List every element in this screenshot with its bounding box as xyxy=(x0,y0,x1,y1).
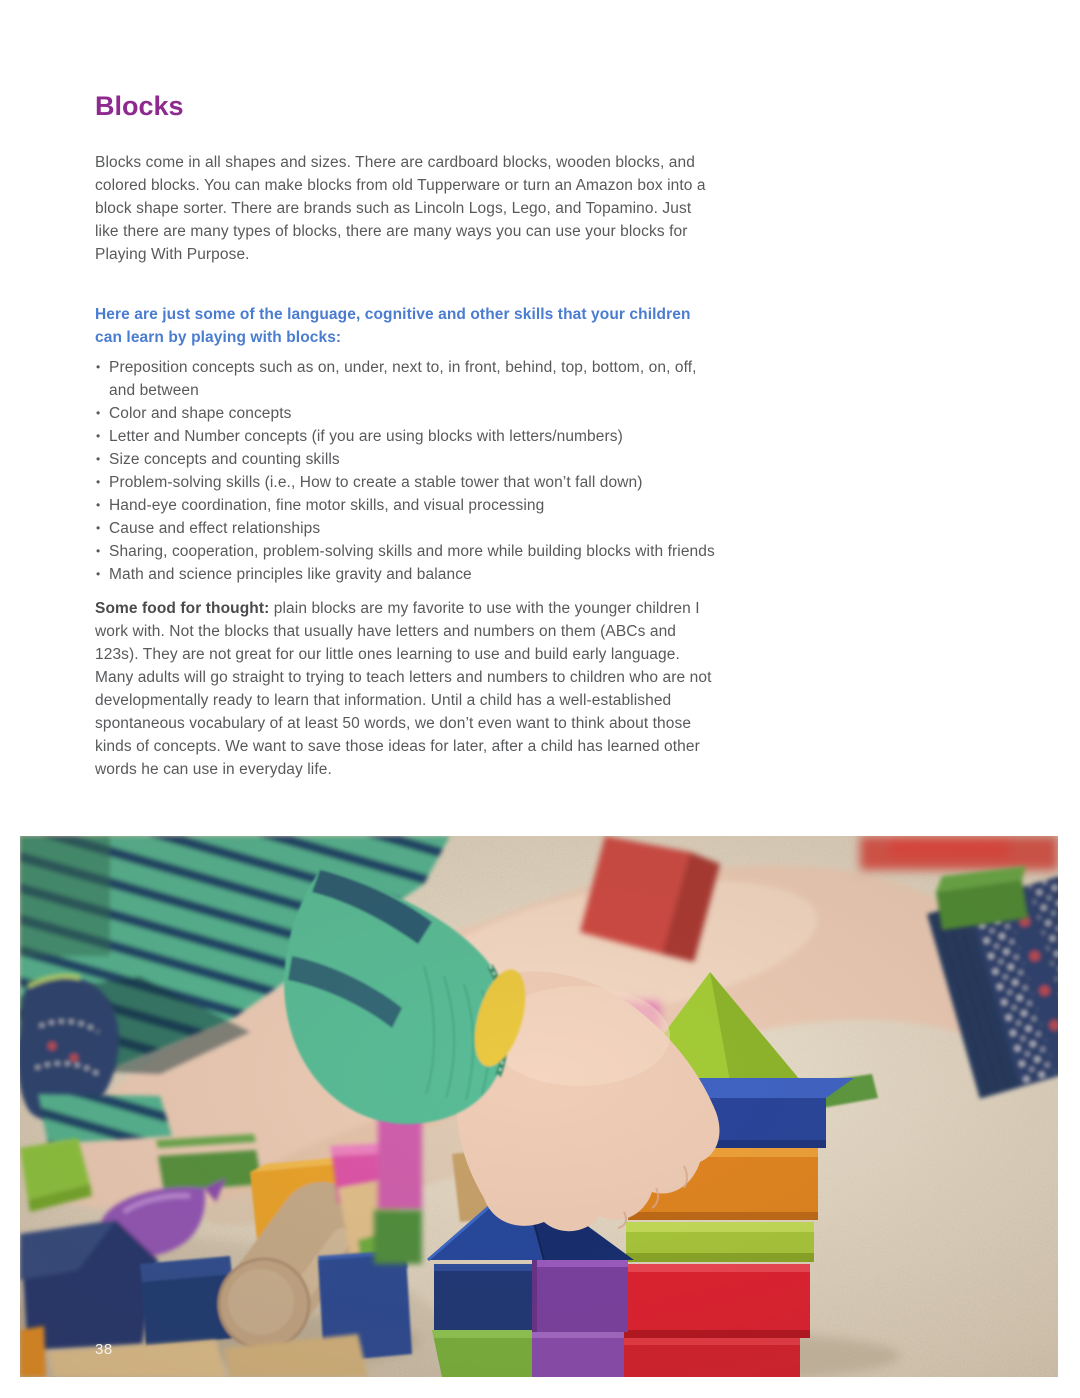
blocks-photo-illustration xyxy=(20,836,1058,1377)
food-for-thought-text: plain blocks are my favorite to use with the younger children I work with. Not the blocks that usually have letters and numbers on them (ABCs and 123s). They are not great for our little ones learning to use and build early language. Many adults will go straight to trying to teach letters and numbers to children who are not developmentally ready to learn that information. Until a child has a well-established spontaneous vocabulary of at least 50 words, we don’t even want to think about those kinds of concepts. We want to save those ideas for later, after a child has learned other words he can use in everyday life. xyxy=(95,600,712,778)
text-column xyxy=(95,0,717,781)
list-item: • Problem-solving skills (i.e., How to create a stable tower that won’t fall down) xyxy=(95,471,717,494)
blocks-photo xyxy=(20,836,1058,1377)
list-item: • Cause and effect relationships xyxy=(95,517,717,540)
list-item: • Sharing, cooperation, problem-solving skills and more while building blocks with friends xyxy=(95,540,717,563)
food-for-thought-lead: Some food for thought: xyxy=(95,600,270,617)
skills-list xyxy=(95,356,717,586)
intro-paragraph: Blocks come in all shapes and sizes. There are cardboard blocks, wooden blocks, and colored blocks. You can make blocks from old Tupperware or turn an Amazon box into a block shape sorter. There are brands such as Lincoln Logs, Lego, and Topamino. Just like there are many types of blocks, there are many ways you can use your blocks for Playing With Purpose. xyxy=(95,154,706,263)
list-item: • Preposition concepts such as on, under, next to, in front, behind, top, bottom, on, off, and between xyxy=(95,356,717,402)
list-item: • Color and shape concepts xyxy=(95,402,717,425)
page-title: Blocks xyxy=(95,91,184,121)
list-item: • Hand-eye coordination, fine motor skills, and visual processing xyxy=(95,494,717,517)
photo-vignette xyxy=(20,836,1058,1377)
list-item: • Size concepts and counting skills xyxy=(95,448,717,471)
page-number: 38 xyxy=(95,1341,113,1358)
skills-heading: Here are just some of the language, cognitive and other skills that your children can learn by playing with blocks: xyxy=(95,306,691,346)
food-for-thought-paragraph xyxy=(95,597,717,781)
list-item: • Letter and Number concepts (if you are using blocks with letters/numbers) xyxy=(95,425,717,448)
list-item: • Math and science principles like gravity and balance xyxy=(95,563,717,586)
